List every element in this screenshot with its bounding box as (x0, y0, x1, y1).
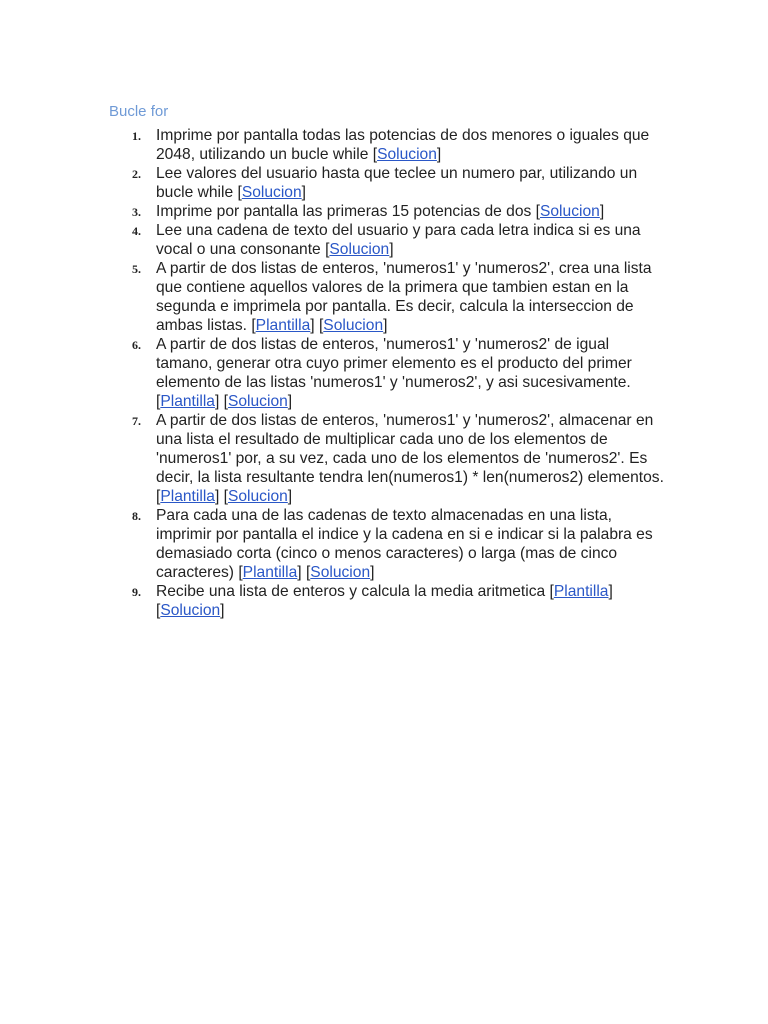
exercise-body: Imprime por pantalla todas las potencias de dos menores o iguales que 2048, utilizando un bucle while [Solucion] (156, 127, 650, 163)
exercise-body: Para cada una de las cadenas de texto almacenadas en una lista, imprimir por pantalla el indice y la cadena en si e indicar si la palabra es demasiado corta (cinco o menos caracteres) o larga (mas de cinco caracteres) [Plantilla] [Solucion] (156, 507, 653, 581)
exercise-text: Lee una cadena de texto del usuario y para cada letra indica si es una vocal o una consonante (156, 222, 641, 258)
solucion-link[interactable]: Solucion (539, 203, 600, 220)
plantilla-link[interactable]: Plantilla (255, 317, 311, 334)
exercise-body: A partir de dos listas de enteros, 'numeros1' y 'numeros2', almacenar en una lista el resultado de multiplicar cada uno de los elementos de 'numeros1' por, a su vez, cada uno de los elementos de 'numeros2'. Es decir, la lista resultante tendra len(numeros1) * len(numeros2) elementos. [Plantilla] [Solucion] (156, 412, 664, 505)
solucion-link[interactable]: Solucion (227, 393, 288, 410)
exercise-item (109, 582, 669, 620)
exercise-item (109, 221, 669, 259)
solucion-link[interactable]: Solucion (160, 602, 221, 619)
exercise-text: Lee valores del usuario hasta que teclee un numero par, utilizando un bucle while (156, 165, 638, 201)
exercise-body: Lee valores del usuario hasta que teclee un numero par, utilizando un bucle while [Solucion] (156, 165, 638, 201)
solucion-link[interactable]: Solucion (241, 184, 302, 201)
exercise-body: A partir de dos listas de enteros, 'numeros1' y 'numeros2', crea una lista que contiene aquellos valores de la primera que tambien estan en la segunda e imprimela por pantalla. Es decir, calcula la interseccion de ambas listas. [Plantilla] [Solucion] (156, 260, 652, 334)
exercise-number: 6. (132, 338, 141, 352)
exercise-number: 9. (132, 585, 141, 599)
plantilla-link[interactable]: Plantilla (160, 488, 215, 505)
plantilla-link[interactable]: Plantilla (553, 583, 609, 600)
exercise-text: Imprime por pantalla todas las potencias de dos menores o iguales que 2048, utilizando un bucle while (156, 127, 650, 163)
exercise-number: 1. (132, 129, 141, 143)
exercise-item (109, 126, 669, 164)
exercise-item (109, 335, 669, 411)
exercise-text: Recibe una lista de enteros y calcula la media aritmetica (156, 583, 546, 600)
solucion-link[interactable]: Solucion (377, 146, 437, 163)
exercise-item (109, 164, 669, 202)
exercise-text: Para cada una de las cadenas de texto almacenadas en una lista, imprimir por pantalla el indice y la cadena en si e indicar si la palabra es demasiado corta (cinco o menos caracteres) o larga (mas de cinco caracteres) (156, 507, 653, 581)
exercise-text: A partir de dos listas de enteros, 'numeros1' y 'numeros2', almacenar en una lista el resultado de multiplicar cada uno de los elementos de 'numeros1' por, a su vez, cada uno de los elementos de 'numeros2'. Es decir, la lista resultante tendra len(numeros1) * len(numeros2) elementos. (156, 412, 664, 486)
exercise-item (109, 202, 669, 221)
exercise-body: Imprime por pantalla las primeras 15 potencias de dos [Solucion] (156, 203, 605, 220)
exercise-number: 4. (132, 224, 141, 238)
exercise-body: Recibe una lista de enteros y calcula la media aritmetica [Plantilla] [Solucion] (156, 583, 613, 619)
section-heading: Bucle for (109, 103, 169, 120)
solucion-link[interactable]: Solucion (329, 241, 390, 258)
plantilla-link[interactable]: Plantilla (160, 393, 215, 410)
solucion-link[interactable]: Solucion (323, 317, 384, 334)
solucion-link[interactable]: Solucion (310, 564, 371, 581)
exercise-body: Lee una cadena de texto del usuario y para cada letra indica si es una vocal o una consonante [Solucion] (156, 222, 641, 258)
exercise-item (109, 259, 669, 335)
solucion-link[interactable]: Solucion (227, 488, 288, 505)
exercise-number: 7. (132, 414, 141, 428)
plantilla-link[interactable]: Plantilla (242, 564, 298, 581)
exercise-list (109, 126, 669, 620)
exercise-item (109, 411, 669, 506)
exercise-text: A partir de dos listas de enteros, 'numeros1' y 'numeros2', crea una lista que contiene aquellos valores de la primera que tambien estan en la segunda e imprimela por pantalla. Es decir, calcula la interseccion de ambas listas. (156, 260, 652, 334)
exercise-number: 8. (132, 509, 141, 523)
exercise-body: A partir de dos listas de enteros, 'numeros1' y 'numeros2' de igual tamano, generar otra cuyo primer elemento es el producto del primer elemento de las listas 'numeros1' y 'numeros2', y asi sucesivamente. [Plantilla] [Solucion] (156, 336, 632, 410)
exercise-number: 5. (132, 262, 141, 276)
exercise-item (109, 506, 669, 582)
exercise-text: Imprime por pantalla las primeras 15 potencias de dos (156, 203, 532, 220)
exercise-number: 2. (132, 167, 141, 181)
exercise-number: 3. (132, 205, 141, 219)
exercise-text: A partir de dos listas de enteros, 'numeros1' y 'numeros2' de igual tamano, generar otra cuyo primer elemento es el producto del primer elemento de las listas 'numeros1' y 'numeros2', y asi sucesivamente. (156, 336, 632, 391)
